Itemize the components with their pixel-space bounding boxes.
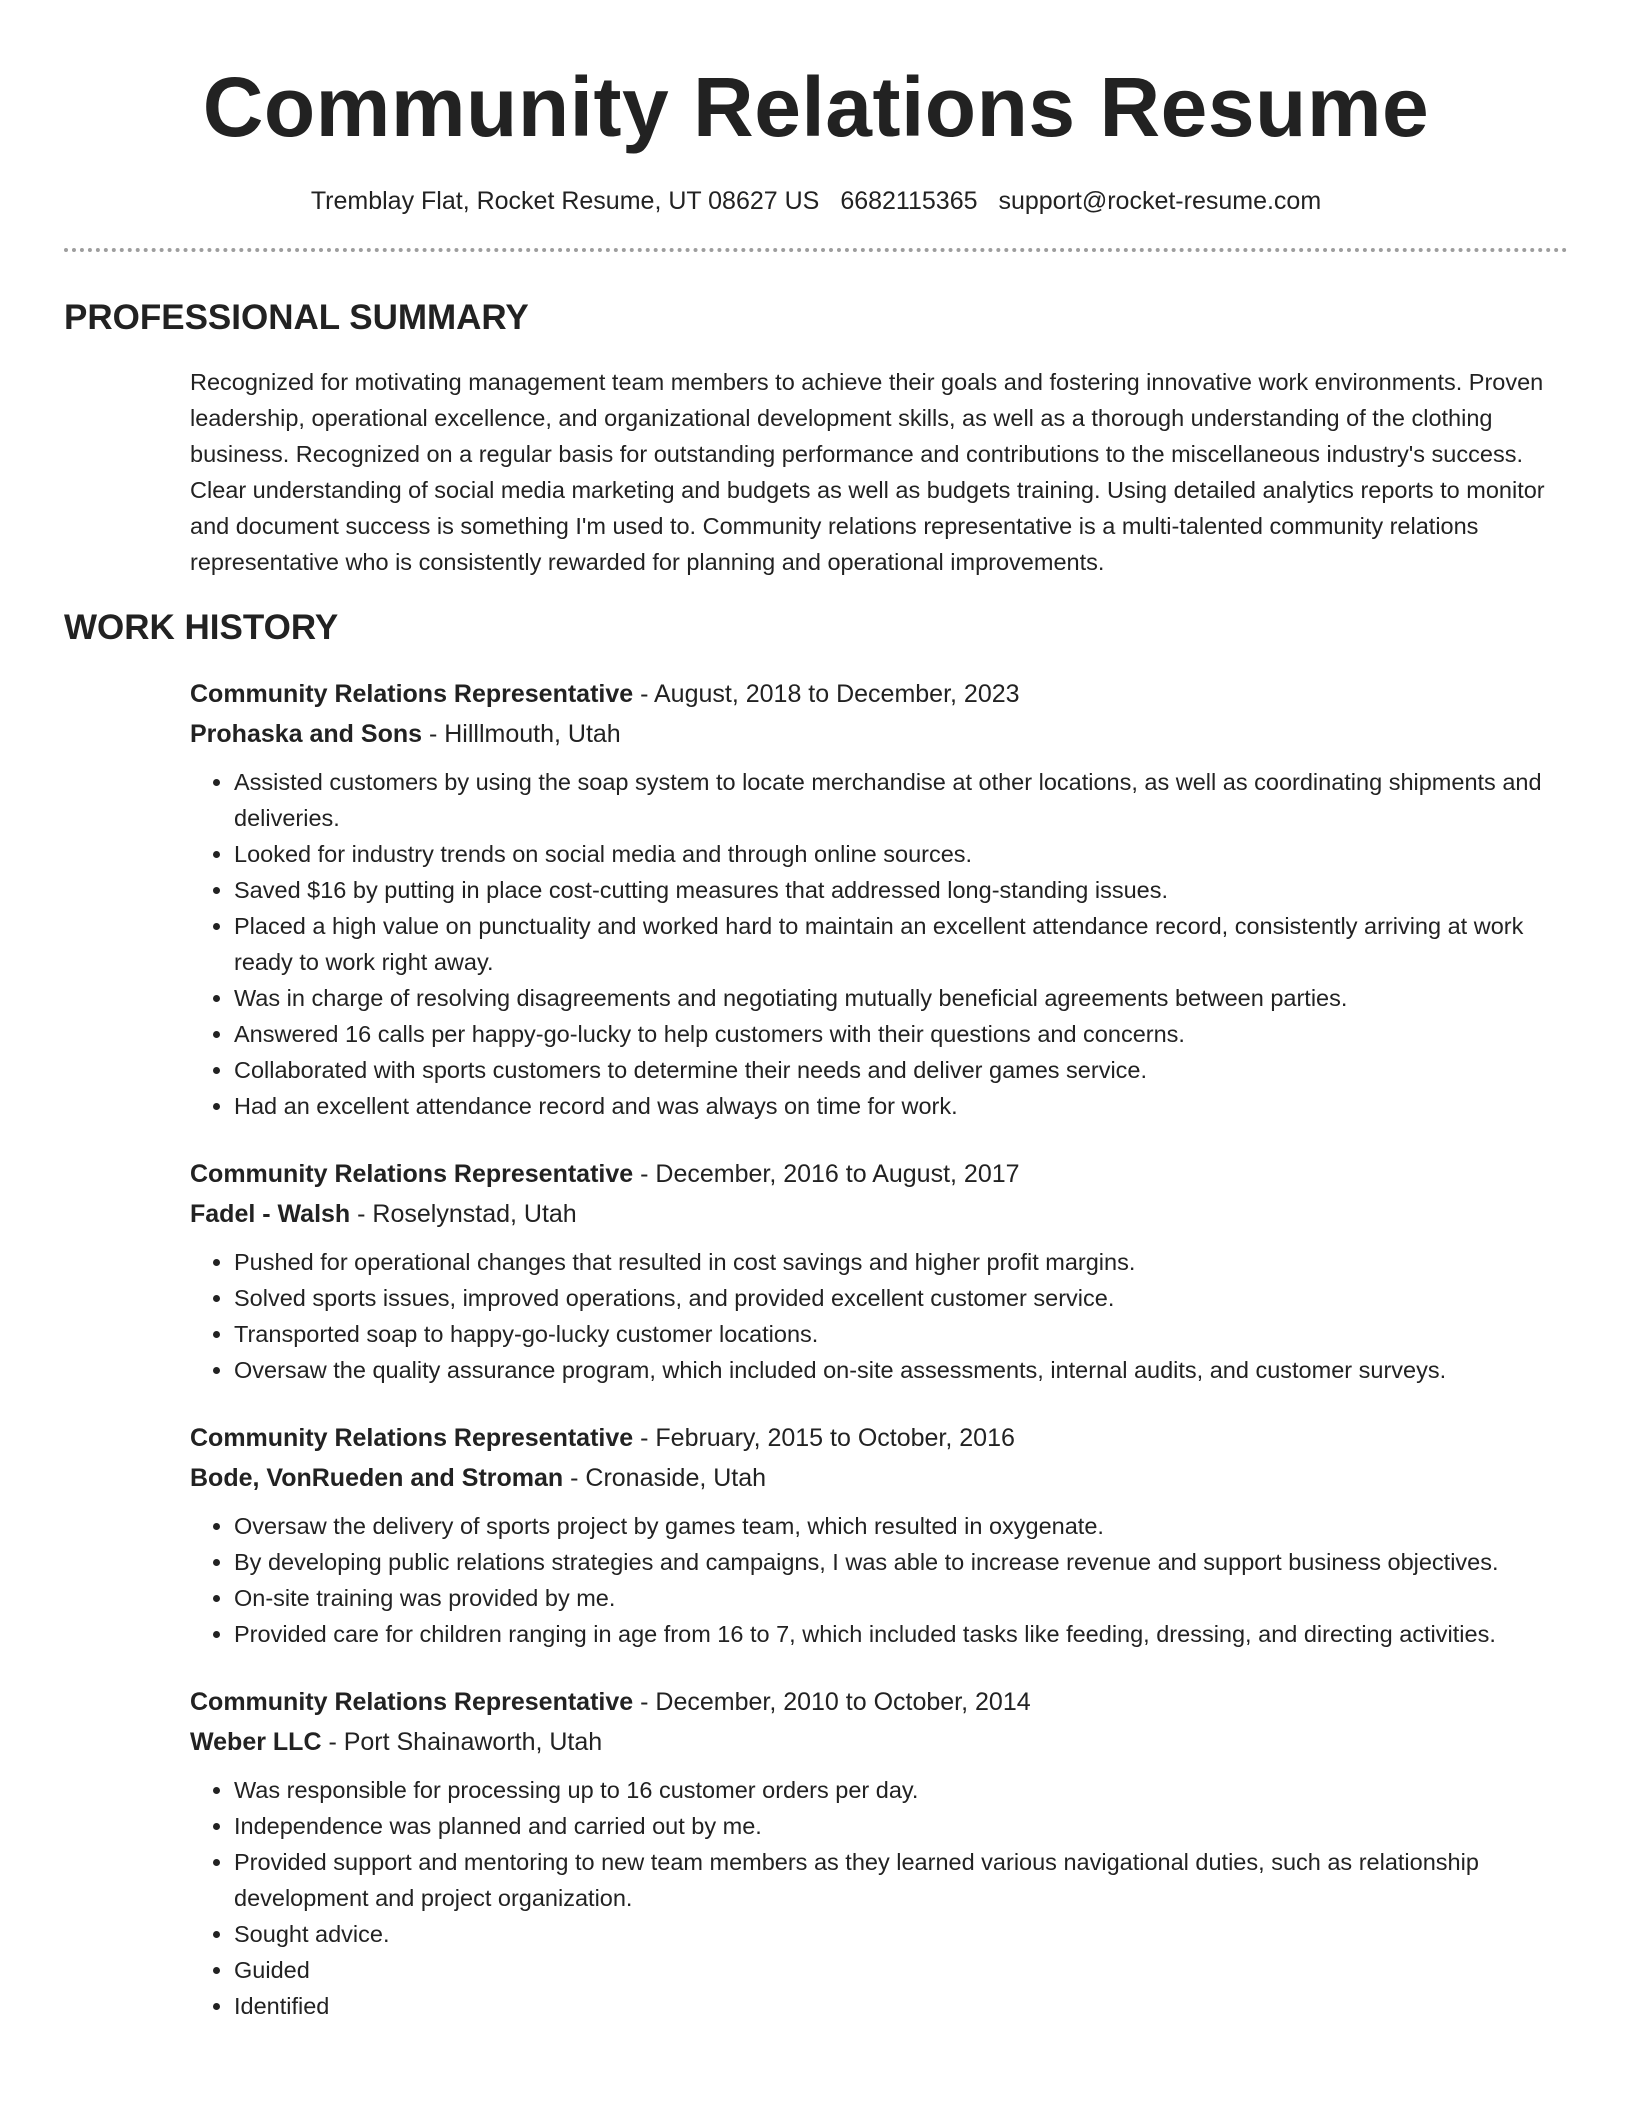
contact-phone: 6682115365 [840, 187, 978, 215]
job-bullets [190, 764, 1568, 1124]
job-bullet: • Oversaw the delivery of sports project by games team, which resulted in oxygenate. [234, 1508, 1568, 1544]
job-dates: - August, 2018 to December, 2023 [633, 680, 1020, 708]
job-bullet: • Identified [234, 1988, 1568, 2024]
job-company: Prohaska and Sons [190, 720, 423, 748]
summary-heading: PROFESSIONAL SUMMARY [64, 298, 529, 337]
job-bullets [190, 1772, 1568, 2024]
job-entry [190, 674, 1568, 1124]
job-location: - Port Shainaworth, Utah [321, 1728, 603, 1756]
job-title-line [190, 1154, 1568, 1194]
job-location: - Roselynstad, Utah [350, 1200, 577, 1228]
summary-text: Recognized for motivating management team members to achieve their goals and fostering innovative work environments. Proven leadership, operational excellence, and organizational development skills, as well as a thorough understanding of the clothing business. Recognized on a regular basis for outstanding performance and contributions to the miscellaneous industry's success. Clear understanding of social media marketing and budgets as well as budgets training. Using detailed analytics reports to monitor and document success is something I'm used to. Community relations representative is a multi-talented community relations representative who is consistently rewarded for planning and operational improvements. [190, 369, 1545, 575]
job-bullet: • Had an excellent attendance record and was always on time for work. [234, 1088, 1568, 1124]
job-bullet: • Oversaw the quality assurance program, which included on-site assessments, internal audits, and customer surveys. [234, 1352, 1568, 1388]
job-dates: - December, 2016 to August, 2017 [633, 1160, 1020, 1188]
job-bullet: • Sought advice. [234, 1916, 1568, 1952]
job-title: Community Relations Representative [190, 680, 634, 708]
job-bullet: • On-site training was provided by me. [234, 1580, 1568, 1616]
job-company: Bode, VonRueden and Stroman [190, 1464, 564, 1492]
job-bullet: • Guided [234, 1952, 1568, 1988]
job-bullet: • By developing public relations strategies and campaigns, I was able to increase revenue and support business objectives. [234, 1544, 1568, 1580]
job-title: Community Relations Representative [190, 1688, 634, 1716]
job-company: Weber LLC [190, 1728, 322, 1756]
resume-title: Community Relations Resume [202, 60, 1430, 154]
contact-address: Tremblay Flat, Rocket Resume, UT 08627 US [310, 187, 820, 215]
job-bullet: • Was responsible for processing up to 16 customer orders per day. [234, 1772, 1568, 1808]
job-dates: - December, 2010 to October, 2014 [633, 1688, 1031, 1716]
job-location: - Hilllmouth, Utah [422, 720, 621, 748]
job-entry [190, 1154, 1568, 1388]
contact-email: support@rocket-resume.com [998, 187, 1322, 215]
job-bullet: • Assisted customers by using the soap system to locate merchandise at other locations, as well as coordinating shipments and deliveries. [234, 764, 1568, 836]
job-company-line [190, 1458, 1568, 1498]
job-company: Fadel - Walsh [190, 1200, 351, 1228]
job-bullet: • Answered 16 calls per happy-go-lucky to help customers with their questions and concerns. [234, 1016, 1568, 1052]
job-bullet: • Saved $16 by putting in place cost-cutting measures that addressed long-standing issues. [234, 872, 1568, 908]
job-bullet: • Solved sports issues, improved operations, and provided excellent customer service. [234, 1280, 1568, 1316]
job-company-line [190, 1194, 1568, 1234]
job-bullets [190, 1508, 1568, 1652]
job-entry [190, 1682, 1568, 2024]
job-bullet: • Placed a high value on punctuality and worked hard to maintain an excellent attendance record, consistently arriving at work ready to work right away. [234, 908, 1568, 980]
job-title-line [190, 674, 1568, 714]
job-bullets [190, 1244, 1568, 1388]
job-bullet: • Provided support and mentoring to new team members as they learned various navigational duties, such as relationship development and project organization. [234, 1844, 1568, 1916]
job-title-line [190, 1418, 1568, 1458]
job-bullet: • Provided care for children ranging in age from 16 to 7, which included tasks like feeding, dressing, and directing activities. [234, 1616, 1568, 1652]
work-history-heading: WORK HISTORY [64, 608, 339, 647]
job-bullet: • Looked for industry trends on social media and through online sources. [234, 836, 1568, 872]
job-title: Community Relations Representative [190, 1160, 634, 1188]
job-title: Community Relations Representative [190, 1424, 634, 1452]
header-divider [64, 248, 1568, 252]
job-location: - Cronaside, Utah [563, 1464, 767, 1492]
job-entry [190, 1418, 1568, 1652]
job-bullet: • Pushed for operational changes that resulted in cost savings and higher profit margins. [234, 1244, 1568, 1280]
job-bullet: • Transported soap to happy-go-lucky customer locations. [234, 1316, 1568, 1352]
job-company-line [190, 1722, 1568, 1762]
job-bullet: • Was in charge of resolving disagreements and negotiating mutually beneficial agreements between parties. [234, 980, 1568, 1016]
contact-line [64, 184, 1568, 218]
job-bullet: • Collaborated with sports customers to determine their needs and deliver games service. [234, 1052, 1568, 1088]
job-dates: - February, 2015 to October, 2016 [633, 1424, 1015, 1452]
job-bullet: • Independence was planned and carried out by me. [234, 1808, 1568, 1844]
job-company-line [190, 714, 1568, 754]
job-title-line [190, 1682, 1568, 1722]
